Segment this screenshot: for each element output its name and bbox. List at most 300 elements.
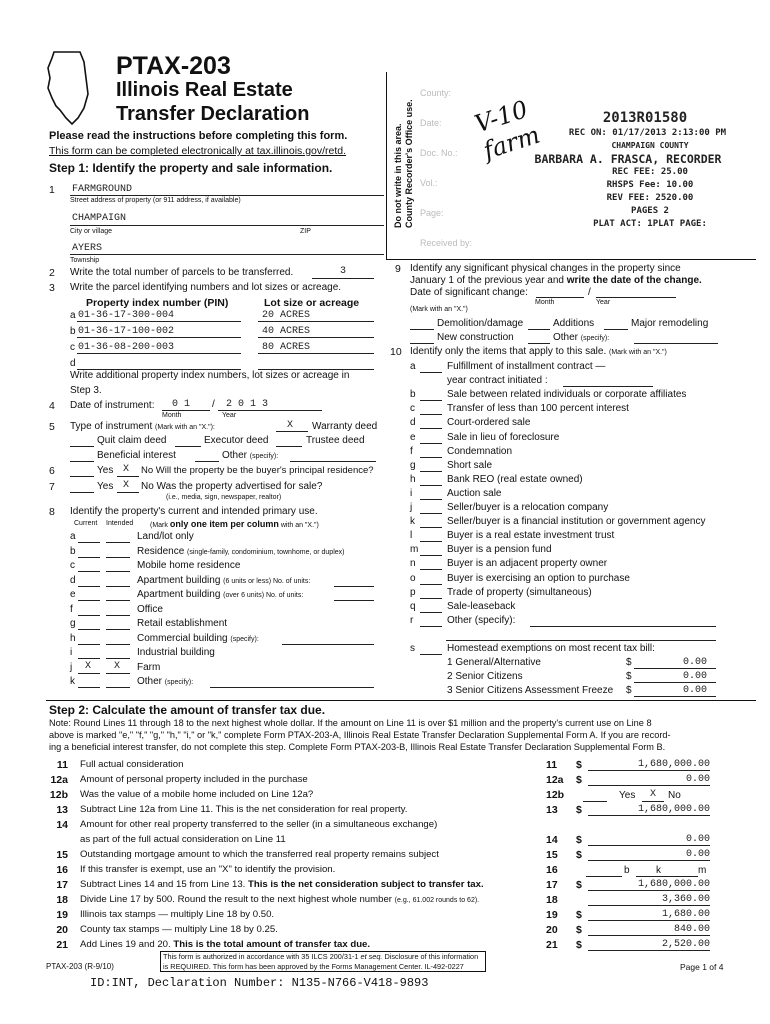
sale-item-line — [420, 584, 442, 585]
city-line — [70, 225, 384, 226]
tax-line-underline — [588, 845, 710, 846]
use-intended-line — [106, 687, 130, 688]
use-current-line — [78, 557, 100, 558]
sale-item-letter: j — [410, 502, 413, 513]
recorder-bottom-line — [386, 259, 756, 260]
sale-item-line — [420, 400, 442, 401]
tax-line-underline — [588, 935, 710, 936]
use-current-line — [78, 586, 100, 587]
l12b-no-line — [642, 801, 664, 802]
sale-item-label: Buyer is a pension fund — [447, 544, 552, 556]
l7-yes-line — [70, 492, 94, 493]
additions: Additions — [553, 318, 595, 329]
recorder-pages: PAGES 2 — [631, 206, 669, 216]
instrument-year[interactable]: 2 0 1 3 — [226, 399, 269, 410]
exemption-line — [634, 696, 716, 697]
sale-item-letter: a — [410, 361, 416, 372]
sale-item-line — [420, 612, 442, 613]
tax-line-label: Divide Line 17 by 500. Round the result to the next highest whole number (e.g., 61.002 rounds to 62). — [80, 894, 480, 905]
city-label: City or village — [70, 228, 113, 235]
lot-header: Lot size or acreage — [264, 297, 360, 309]
lot-value[interactable]: 40 ACRES — [262, 326, 311, 337]
additions-line — [528, 329, 550, 330]
use-label: Land/lot only — [137, 531, 194, 542]
pin-header: Property index number (PIN) — [86, 297, 229, 309]
street-address-value[interactable]: FARMGROUND — [72, 184, 133, 195]
executor-deed: Executor deed — [204, 435, 269, 446]
tax-line-label: Was the value of a mobile home included on Line 12a? — [80, 789, 314, 800]
l7-question: No Was the property advertised for sale? — [141, 481, 323, 492]
use-intended-line — [106, 615, 130, 616]
other-instr-specify-line — [290, 461, 376, 462]
electronic-note: This form can be completed electronically at tax.illinois.gov/retd. — [49, 145, 347, 157]
sale-item-line — [420, 513, 442, 514]
recorder-plat: PLAT ACT: 1PLAT PAGE: — [593, 219, 707, 229]
tax-line-underline — [588, 785, 710, 786]
beneficial-line — [70, 461, 94, 462]
township-label: Township — [70, 257, 100, 264]
sale-item-label: Seller/buyer is a financial institution or government agency — [447, 516, 706, 528]
sale-item-label: Condemnation — [447, 445, 513, 457]
l6-x[interactable]: X — [123, 464, 130, 475]
line-7-number: 7 — [49, 481, 55, 493]
exemption-dollar: $ — [626, 671, 632, 682]
tax-line-label: Subtract Line 12a from Line 11. This is the net consideration for real property. — [80, 804, 408, 815]
sale-item-line — [420, 555, 442, 556]
tax-line-dollar: $ — [576, 879, 582, 891]
sale-item-label: Bank REO (real estate owned) — [447, 473, 583, 485]
use-current-line — [78, 644, 100, 645]
sale-item-label: Sale in lieu of foreclosure — [447, 431, 560, 443]
recorder-divider — [386, 72, 387, 260]
sale-item-letter: f — [410, 445, 413, 457]
use-letter: c — [70, 560, 75, 571]
form-revision: PTAX-203 (R-9/10) — [46, 962, 114, 971]
use-specify-line — [210, 687, 374, 688]
city-value[interactable]: CHAMPAIGN — [72, 213, 127, 224]
use-current-line — [78, 673, 100, 674]
exemption-value[interactable]: 0.00 — [683, 671, 708, 682]
handwritten-note: V-10 farm — [471, 95, 544, 165]
l6-no-line — [117, 476, 139, 477]
form-title-2: Transfer Declaration — [116, 103, 310, 125]
line-3-number: 3 — [49, 282, 55, 294]
township-value[interactable]: AYERS — [72, 243, 103, 254]
warranty-deed: Warranty deed — [312, 421, 378, 432]
sale-item-letter: o — [410, 572, 416, 584]
l7-sub: (i.e., media, sign, newspaper, realtor) — [166, 494, 282, 501]
sale-item-label: Sale-leaseback — [447, 600, 516, 612]
tax-line-ref: 12b — [546, 789, 565, 801]
use-letter: k — [70, 676, 75, 687]
tax-line-label: Illinois tax stamps — multiply Line 18 by 0.50. — [80, 909, 275, 920]
tax-line-value[interactable]: 0.00 — [685, 849, 710, 860]
line-8-text: Identify the property's current and intended primary use. — [70, 506, 318, 517]
tax-line-number: 18 — [56, 894, 68, 906]
tax-line-ref: 19 — [546, 909, 558, 921]
tax-line-value[interactable]: 1,680,000.00 — [637, 759, 710, 770]
faint-county: County: — [420, 88, 452, 98]
use-current-line — [78, 600, 100, 601]
sale-item-letter: c — [410, 403, 415, 415]
line-10-text: Identify only the items that apply to this sale. (Mark with an "X.") — [410, 346, 667, 357]
tax-line-label: County tax stamps — multiply Line 18 by 0.25. — [80, 924, 278, 935]
tax-line-number: 13 — [56, 804, 68, 816]
date-slash: / — [212, 399, 215, 410]
sale-item-line — [420, 471, 442, 472]
instructions: Please read the instructions before completing this form. — [49, 130, 348, 142]
l7-no-line — [117, 492, 139, 493]
faint-date: Date: — [420, 118, 442, 128]
use-label: Retail establishment — [137, 618, 228, 629]
use-label: Other (specify): — [137, 676, 194, 687]
exemption-dollar: $ — [626, 685, 632, 696]
sale-item-letter: l — [410, 530, 413, 542]
tax-line-number: 15 — [56, 849, 68, 861]
pin-value[interactable]: 01-36-17-300-004 — [78, 310, 175, 321]
tax-line-value[interactable]: 0.00 — [685, 834, 710, 845]
instrument-year-line — [218, 410, 322, 411]
lot-line — [258, 337, 374, 338]
faint-received: Received by: — [420, 238, 473, 248]
sale-item-letter: n — [410, 558, 416, 570]
tax-line-dollar: $ — [576, 849, 582, 861]
step2-note-3: ing a beneficial interest transfer, do not complete this step. Complete Form PTAX-203-B, Illinois Real Estate Transfer Declaration Supplemental Form B. — [49, 742, 666, 752]
line-6-number: 6 — [49, 465, 55, 477]
sale-item-letter: i — [410, 487, 413, 499]
use-intended-line — [106, 629, 130, 630]
homestead-line — [420, 654, 442, 655]
line-9-text-b: January 1 of the previous year and write the date of the change. — [410, 275, 702, 286]
parcel-count-value[interactable]: 3 — [340, 266, 347, 277]
faint-page: Page: — [420, 208, 444, 218]
recorder-county: CHAMPAIGN COUNTY — [611, 141, 689, 150]
page-number: Page 1 of 4 — [680, 962, 724, 972]
exemption-line — [634, 668, 716, 669]
lot-value[interactable]: 20 ACRES — [262, 310, 311, 321]
warranty-x[interactable]: X — [287, 420, 294, 431]
exemption-label: 1 General/Alternative — [447, 657, 541, 668]
l16-m-line — [668, 876, 698, 877]
tax-line-underline — [588, 770, 710, 771]
tax-line-underline — [588, 905, 710, 906]
tax-line-value[interactable]: 3,360.00 — [661, 894, 710, 905]
units-line — [334, 586, 374, 587]
use-letter: d — [70, 574, 76, 586]
sale-item-letter: k — [410, 516, 415, 528]
quit-line — [70, 446, 94, 447]
declaration-id: ID:INT, Declaration Number: N135-N766-V418-9893 — [90, 976, 429, 990]
additional-pins-note: Write additional property index numbers, lot sizes or acreage in — [70, 370, 350, 381]
use-label: Residence (single-family, condominium, townhome, or duplex) — [137, 545, 345, 557]
l16-m: m — [698, 865, 707, 876]
use-intended-line — [106, 557, 130, 558]
current-label: Current — [74, 520, 98, 527]
l16-b-line — [586, 876, 622, 877]
use-label: Apartment building (over 6 units) No. of units: — [137, 589, 304, 600]
sale-item-label: Seller/buyer is a relocation company — [447, 502, 609, 513]
l12b-yes-line — [583, 801, 607, 802]
other-instr-line — [195, 461, 219, 462]
use-current-line — [78, 615, 100, 616]
year-label: Year — [222, 412, 237, 419]
major-line — [604, 329, 628, 330]
exemption-value[interactable]: 0.00 — [683, 685, 708, 696]
exemption-line — [634, 682, 716, 683]
l7-yes: Yes — [97, 481, 114, 492]
sale-item-label: Sale between related individuals or corporate affiliates — [447, 389, 687, 401]
beneficial-interest: Beneficial interest — [97, 450, 176, 461]
sale-item-line — [420, 598, 442, 599]
sale-item-label: Transfer of less than 100 percent interest — [447, 403, 629, 415]
tax-line-value[interactable]: 1,680,000.00 — [637, 879, 710, 890]
recorder-doc-number: 2013R01580 — [602, 110, 688, 126]
month-label: Month — [162, 412, 182, 419]
sale-item-letter: d — [410, 417, 416, 429]
tax-line-ref: 11 — [546, 759, 558, 771]
tax-line-ref: 17 — [546, 879, 558, 891]
newc-line — [410, 343, 434, 344]
instrument-month[interactable]: 0 1 — [172, 399, 191, 410]
use-intended-line — [106, 658, 130, 659]
l12b-yes: Yes — [619, 790, 636, 801]
quit-claim: Quit claim deed — [97, 435, 167, 446]
sale-item-letter: e — [410, 431, 416, 443]
sale-item-line — [420, 499, 442, 500]
pin-line — [77, 353, 241, 354]
use-intended-x[interactable]: X — [114, 660, 121, 672]
l7-x[interactable]: X — [123, 480, 130, 491]
use-current-line — [78, 571, 100, 572]
sale-item-label: Fulfillment of installment contract — — [447, 361, 606, 372]
line-9-number: 9 — [395, 263, 401, 275]
faint-doc: Doc. No.: — [420, 148, 458, 158]
tax-line-underline — [588, 815, 710, 816]
use-letter: b — [70, 545, 76, 557]
use-specify-line — [282, 644, 374, 645]
tax-line-ref: 21 — [546, 939, 558, 951]
warranty-line — [276, 431, 308, 432]
l16-b: b — [624, 865, 630, 876]
line-9-date: Date of significant change: — [410, 287, 528, 298]
sale-item-letter: q — [410, 600, 416, 612]
l12b-no: No — [668, 790, 681, 801]
tax-line-value[interactable]: 2,520.00 — [661, 939, 710, 950]
recorder-rhsps-fee: RHSPS Fee: 10.00 — [606, 180, 694, 190]
units-line — [334, 600, 374, 601]
sale-item-letter: r — [410, 614, 414, 626]
step1-title: Step 1: Identify the property and sale information. — [49, 161, 333, 175]
use-letter: e — [70, 589, 76, 600]
l16-k: k — [656, 865, 661, 876]
tax-line-dollar: $ — [576, 924, 582, 936]
faint-vol: Vol.: — [420, 178, 438, 188]
tax-line-underline — [588, 920, 710, 921]
exemption-label: 3 Senior Citizens Assessment Freeze — [447, 685, 614, 696]
line-10-number: 10 — [390, 346, 402, 358]
sale-item-line — [420, 569, 442, 570]
instrument-month-line — [162, 410, 210, 411]
tax-line-label: Amount for other real property transferred to the seller (in a simultaneous exchange) — [80, 819, 438, 830]
l6-question: No Will the property be the buyer's principal residence? — [141, 465, 374, 476]
change-month-line — [536, 297, 584, 298]
legal-box: This form is authorized in accordance with 35 ILCS 200/31-1 et seq. Disclosure of this information is REQUIRED. This form has been approved by the Forms Management Center. IL-492-0227 — [160, 951, 486, 972]
tax-line-dollar: $ — [576, 759, 582, 771]
l8-mark: (Mark only one item per column with an "X.") — [150, 519, 319, 529]
lot-line — [258, 353, 374, 354]
demo-line — [410, 329, 434, 330]
recorder-rec-on: REC ON: 01/17/2013 2:13:00 PM — [568, 128, 727, 138]
tax-line-dollar: $ — [576, 909, 582, 921]
form-title-1: Illinois Real Estate — [116, 79, 293, 101]
township-line — [70, 254, 384, 255]
use-letter: i — [70, 647, 73, 658]
pin-letter: c — [70, 342, 75, 353]
sale-item-line — [420, 414, 442, 415]
line-2-number: 2 — [49, 267, 55, 279]
tax-line-dollar: $ — [576, 834, 582, 846]
line-4-number: 4 — [49, 400, 55, 412]
use-intended-line — [106, 542, 130, 543]
sale-item-letter: m — [410, 544, 419, 556]
intended-label: Intended — [106, 520, 134, 527]
recorder-rec-fee: REC FEE: 25.00 — [612, 167, 688, 177]
tax-line-label: as part of the full actual consideration on Line 11 — [80, 834, 286, 845]
other-change-line — [528, 343, 550, 344]
use-label: Industrial building — [137, 647, 215, 658]
lot-line — [258, 321, 374, 322]
sale-item-label: Buyer is exercising an option to purchase — [447, 572, 630, 584]
l9-mark: (Mark with an "X.") — [410, 306, 468, 313]
lot-value[interactable]: 80 ACRES — [262, 342, 311, 353]
step2-note-1: Note: Round Lines 11 through 18 to the next highest whole dollar. If the amount on Line 11 is over $1 million and the property's current use on Line 8 — [49, 718, 652, 728]
tax-line-number: 14 — [56, 819, 68, 831]
sale-item-line — [420, 626, 442, 627]
use-intended-line — [106, 673, 130, 674]
pin-line — [77, 321, 241, 322]
use-letter: g — [70, 618, 76, 629]
l6-yes-line — [70, 476, 94, 477]
tax-line-underline — [588, 890, 710, 891]
street-address-line — [70, 195, 384, 196]
other-change-specify-line — [634, 343, 718, 344]
tax-line-value[interactable]: 840.00 — [673, 924, 710, 935]
pin-letter: d — [70, 358, 76, 369]
tax-line-ref: 20 — [546, 924, 558, 936]
recorder-vertical-note: Do not write in this area. — [393, 123, 403, 228]
other-instrument: Other (specify): — [222, 450, 279, 461]
tax-line-number: 11 — [56, 759, 68, 771]
sale-item-letter: p — [410, 586, 416, 598]
tax-line-number: 19 — [56, 909, 68, 921]
tax-line-number: 12b — [49, 789, 68, 801]
use-letter: h — [70, 632, 76, 644]
other-sale-line — [530, 626, 716, 627]
street-address-label: Street address of property (or 911 address, if available) — [70, 197, 241, 204]
sale-item-line — [420, 428, 442, 429]
use-current-line — [78, 629, 100, 630]
use-label: Mobile home residence — [137, 560, 241, 571]
pin-value[interactable]: 01-36-17-100-002 — [78, 326, 175, 337]
pin-value[interactable]: 01-36-08-200-003 — [78, 342, 175, 353]
parcel-count-line — [312, 278, 374, 279]
use-letter: f — [70, 603, 73, 615]
pin-line — [77, 337, 241, 338]
line-3-text: Write the parcel identifying numbers and lot sizes or acreage. — [70, 282, 342, 293]
sale-item-letter: b — [410, 389, 416, 401]
use-intended-line — [106, 571, 130, 572]
new-construction: New construction — [437, 332, 514, 343]
line-5-number: 5 — [49, 421, 55, 433]
use-label: Commercial building (specify): — [137, 632, 259, 644]
contract-year-line — [563, 386, 653, 387]
tax-line-value[interactable]: 1,680.00 — [661, 909, 710, 920]
tax-line-underline — [588, 860, 710, 861]
use-intended-line — [106, 644, 130, 645]
tax-line-label: Add Lines 19 and 20. This is the total amount of transfer tax due. — [80, 939, 371, 950]
use-current-line — [78, 658, 100, 659]
tax-line-dollar: $ — [576, 939, 582, 951]
other-sale-line-2 — [446, 640, 716, 641]
line-8-number: 8 — [49, 506, 55, 518]
tax-line-number: 20 — [56, 924, 68, 936]
tax-line-number: 16 — [56, 864, 68, 876]
sale-item-label: Auction sale — [447, 487, 502, 499]
tax-line-ref: 16 — [546, 864, 558, 876]
exemption-value[interactable]: 0.00 — [683, 657, 708, 668]
tax-line-number: 12a — [50, 774, 68, 786]
use-label: Farm — [137, 661, 161, 673]
tax-line-ref: 15 — [546, 849, 558, 861]
homestead: Homestead exemptions on most recent tax bill: — [447, 643, 655, 654]
illinois-map-logo — [44, 48, 94, 126]
recorder-rev-fee: REV FEE: 2520.00 — [606, 193, 694, 203]
tax-line-label: Full actual consideration — [80, 759, 184, 770]
tax-line-underline — [588, 950, 710, 951]
line-1-number: 1 — [49, 184, 55, 196]
tax-line-value[interactable]: 0.00 — [685, 774, 710, 785]
sale-item-line — [420, 443, 442, 444]
tax-line-number: 17 — [56, 879, 68, 891]
pin-letter: a — [70, 310, 76, 321]
pin-letter: b — [70, 326, 76, 337]
step2-rule — [46, 700, 756, 701]
sale-item-label: year contract initiated : — [447, 375, 548, 387]
trustee-line — [276, 446, 302, 447]
item-s-letter: s — [410, 643, 415, 654]
exemption-label: 2 Senior Citizens — [447, 671, 523, 682]
tax-line-number: 21 — [56, 939, 68, 951]
sale-item-letter: h — [410, 473, 416, 485]
change-year-line — [596, 297, 676, 298]
executor-line — [175, 446, 201, 447]
sale-item-line — [420, 485, 442, 486]
tax-line-value[interactable]: 1,680,000.00 — [637, 804, 710, 815]
sale-item-letter: g — [410, 459, 416, 471]
line-4-text: Date of instrument: — [70, 400, 155, 411]
tax-line-ref: 18 — [546, 894, 558, 906]
use-label: Office — [137, 603, 163, 615]
tax-line-ref: 14 — [546, 834, 558, 846]
tax-line-label: Subtract Lines 14 and 15 from Line 13. This is the net consideration subject to transfer tax. — [80, 879, 484, 890]
l12b-no-x[interactable]: X — [650, 789, 657, 800]
use-current-x[interactable]: X — [85, 660, 92, 672]
sale-item-label: Court-ordered sale — [447, 417, 531, 429]
line-5-text: Type of instrument (Mark with an "X."): — [70, 421, 215, 432]
tax-line-dollar: $ — [576, 804, 582, 816]
sale-item-label: Buyer is an adjacent property owner — [447, 558, 608, 570]
other-change: Other (specify): — [553, 332, 610, 343]
